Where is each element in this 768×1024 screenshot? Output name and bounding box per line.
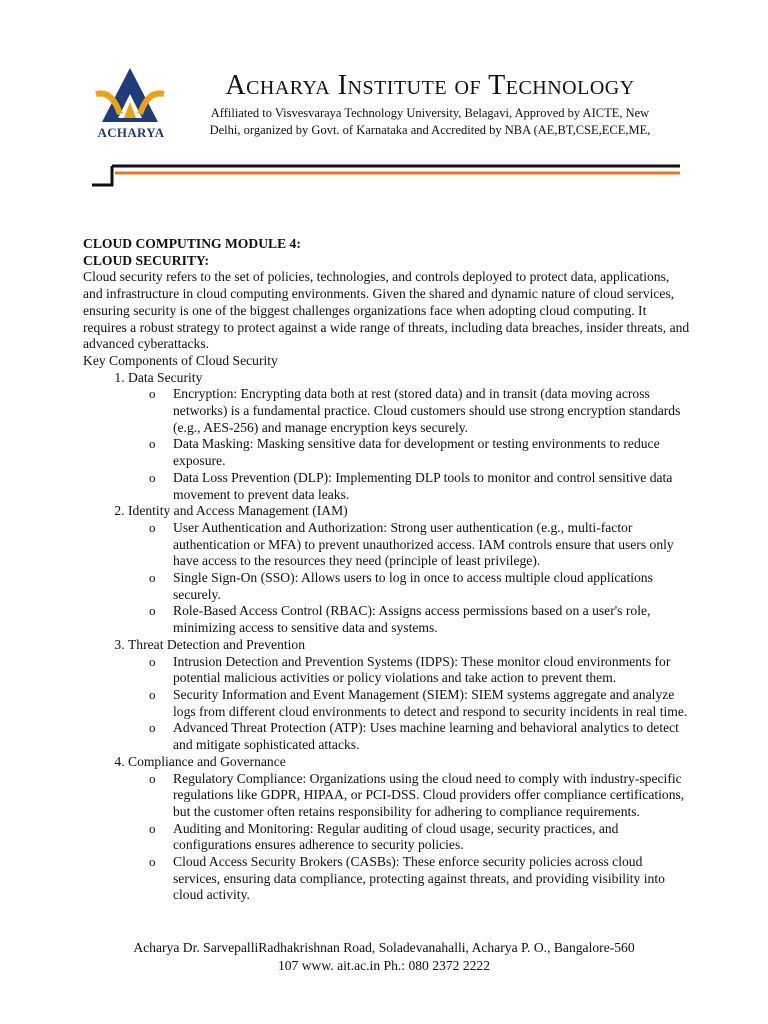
list-item-iam <box>128 503 691 637</box>
sub-list <box>128 771 691 905</box>
section-heading: Threat Detection and Prevention <box>128 636 306 652</box>
components-list <box>83 370 691 905</box>
list-item: o Data Masking: Masking sensitive data for development or testing environments to reduce exposure. <box>173 436 691 469</box>
key-components-title: Key Components of Cloud Security <box>83 352 278 368</box>
institute-name: Acharya Institute of Technology <box>225 70 635 101</box>
module-title: CLOUD COMPUTING MODULE 4: <box>83 236 301 251</box>
affiliation-line-1: Affiliated to Visvesvaraya Technology University, Belagavi, Approved by AICTE, New <box>210 106 650 120</box>
section-heading: Identity and Access Management (IAM) <box>128 503 348 519</box>
list-item: o Cloud Access Security Brokers (CASBs): These enforce security policies across cloud services, ensuring data compliance, protecting against threats, and providing visibility into cloud activity. <box>173 854 691 904</box>
list-item: o Data Loss Prevention (DLP): Implementing DLP tools to monitor and control sensitive data movement to prevent data leaks. <box>173 470 691 503</box>
logo-wordmark: ACHARYA <box>97 125 165 140</box>
header-divider <box>90 163 682 189</box>
list-item-compliance <box>128 754 691 904</box>
list-item: o Role-Based Access Control (RBAC): Assigns access permissions based on a user's role, minimizing access to sensitive data and systems. <box>173 603 691 636</box>
list-item: o Security Information and Event Management (SIEM): SIEM systems aggregate and analyze logs from different cloud environments to detect and respond to security incidents in real time. <box>173 687 691 720</box>
list-item: o Encryption: Encrypting data both at rest (stored data) and in transit (data moving across networks) is a fundamental practice. Cloud customers should use strong encryption standards (e.g., AES-256) and manage encryption keys securely. <box>173 386 691 436</box>
list-item: o User Authentication and Authorization: Strong user authentication (e.g., multi-factor authentication or MFA) to prevent unauthorized access. IAM controls ensure that users only have access to the resources they need (principle of least privilege). <box>173 520 691 570</box>
sub-list <box>128 386 691 503</box>
affiliation-text <box>180 105 680 139</box>
list-item-threat-detection <box>128 637 691 754</box>
footer-address: Acharya Dr. SarvepalliRadhakrishnan Road, Soladevanahalli, Acharya P. O., Bangalore-560 <box>133 940 635 955</box>
affiliation-line-2: Delhi, organized by Govt. of Karnataka and Accredited by NBA (AE,BT,CSE,ECE,ME, <box>209 123 651 137</box>
page-footer <box>100 939 668 975</box>
document-body <box>83 236 691 904</box>
list-item: o Intrusion Detection and Prevention Systems (IDPS): These monitor cloud environments for potential malicious activities or policy violations and take action to prevent them. <box>173 654 691 687</box>
list-item: o Auditing and Monitoring: Regular auditing of cloud usage, security practices, and configurations ensures adherence to security policies. <box>173 821 691 854</box>
sub-list <box>128 654 691 754</box>
section-title: CLOUD SECURITY: <box>83 252 210 268</box>
intro-paragraph: Cloud security refers to the set of policies, technologies, and controls deployed to protect data, applications, and infrastructure in cloud computing environments. Given the shared and dynamic nature of cloud services, ensuring security is one of the biggest challenges organizations face when adopting cloud computing. It requires a robust strategy to protect against a wide range of threats, including data breaches, insider threats, and advanced cyberattacks. <box>83 269 690 352</box>
list-item: o Single Sign-On (SSO): Allows users to log in once to access multiple cloud applications securely. <box>173 570 691 603</box>
list-item: o Advanced Threat Protection (ATP): Uses machine learning and behavioral analytics to detect and mitigate sophisticated attacks. <box>173 720 691 753</box>
list-item-data-security <box>128 370 691 504</box>
section-heading: Data Security <box>128 369 203 385</box>
footer-contact: 107 www. ait.ac.in Ph.: 080 2372 2222 <box>277 958 491 973</box>
section-heading: Compliance and Governance <box>128 753 286 769</box>
sub-list <box>128 520 691 637</box>
list-item: o Regulatory Compliance: Organizations using the cloud need to comply with industry-specific regulations like GDPR, HIPAA, or PCI-DSS. Cloud providers offer compliance certifications, but the customer often retains responsibility for adhering to compliance requirements. <box>173 771 691 821</box>
